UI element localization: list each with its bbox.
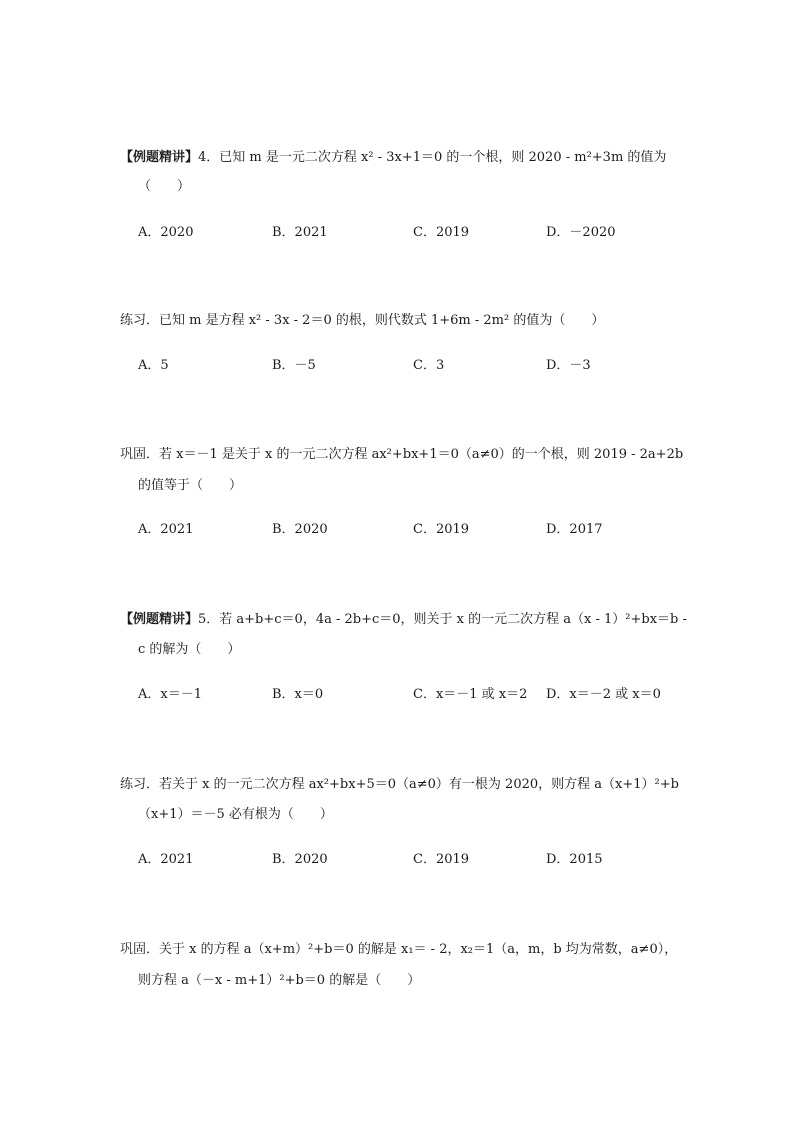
option-a[interactable]: A．x＝－1 (138, 687, 202, 702)
question-3-line-1: 巩固．若 x＝－1 是关于 x 的一元二次方程 ax²+bx+1＝0（a≠0）的一个根，则 2019 - 2a+2b (120, 447, 684, 462)
option-a[interactable]: A．2020 (138, 225, 194, 240)
option-c[interactable]: C．2019 (413, 522, 470, 537)
question-2-line-1: 练习．已知 m 是方程 x² - 3x - 2＝0 的根，则代数式 1+6m - 2m² 的值为（ ） (120, 313, 605, 328)
option-d[interactable]: D．x＝－2 或 x＝0 (546, 687, 661, 702)
option-d[interactable]: D．2017 (546, 522, 603, 537)
option-d[interactable]: D．－2020 (546, 225, 616, 240)
question-6-line-1: 巩固．关于 x 的方程 a（x+m）²+b＝0 的解是 x₁＝ - 2，x₂＝1（a，m，b 均为常数，a≠0）， (120, 942, 678, 957)
option-a[interactable]: A．2021 (138, 522, 194, 537)
question-6-line-2: 则方程 a（－x - m+1）²+b＝0 的解是（ ） (138, 973, 421, 988)
example-tag: 【例题精讲】 (120, 150, 199, 165)
question-4-text: 5．若 a+b+c＝0，4a - 2b+c＝0，则关于 x 的一元二次方程 a（x - 1）²+bx＝b - (198, 612, 687, 627)
example-tag: 【例题精讲】 (120, 612, 199, 627)
option-b[interactable]: B．2020 (272, 522, 328, 537)
option-b[interactable]: B．－5 (272, 358, 316, 373)
question-3-line-2: 的值等于（ ） (138, 478, 243, 493)
option-d[interactable]: D．2015 (546, 852, 603, 867)
option-b[interactable]: B．x＝0 (272, 687, 324, 702)
question-1-options (138, 224, 698, 242)
question-1-line-2: （ ） (138, 179, 191, 194)
question-4-line-1 (120, 611, 687, 629)
option-b[interactable]: B．2021 (272, 225, 328, 240)
question-5-line-2: （x+1）＝－5 必有根为（ ） (138, 807, 333, 822)
option-c[interactable]: C．3 (413, 358, 445, 373)
question-1-line-1 (120, 149, 666, 167)
question-5-line-1: 练习．若关于 x 的一元二次方程 ax²+bx+5＝0（a≠0）有一根为 2020，则方程 a（x+1）²+b (120, 777, 679, 792)
option-b[interactable]: B．2020 (272, 852, 328, 867)
option-c[interactable]: C．2019 (413, 852, 470, 867)
question-4-line-2: c 的解为（ ） (138, 642, 241, 657)
question-5-options (138, 851, 698, 869)
option-c[interactable]: C．2019 (413, 225, 470, 240)
option-a[interactable]: A．2021 (138, 852, 194, 867)
question-4-options (138, 686, 698, 704)
question-1-text: 4．已知 m 是一元二次方程 x² - 3x+1＝0 的一个根，则 2020 - m²+3m 的值为 (198, 150, 667, 165)
question-2-options (138, 357, 698, 375)
option-c[interactable]: C．x＝－1 或 x＝2 (413, 687, 528, 702)
option-a[interactable]: A．5 (138, 358, 169, 373)
option-d[interactable]: D．－3 (546, 358, 591, 373)
question-3-options (138, 521, 698, 539)
